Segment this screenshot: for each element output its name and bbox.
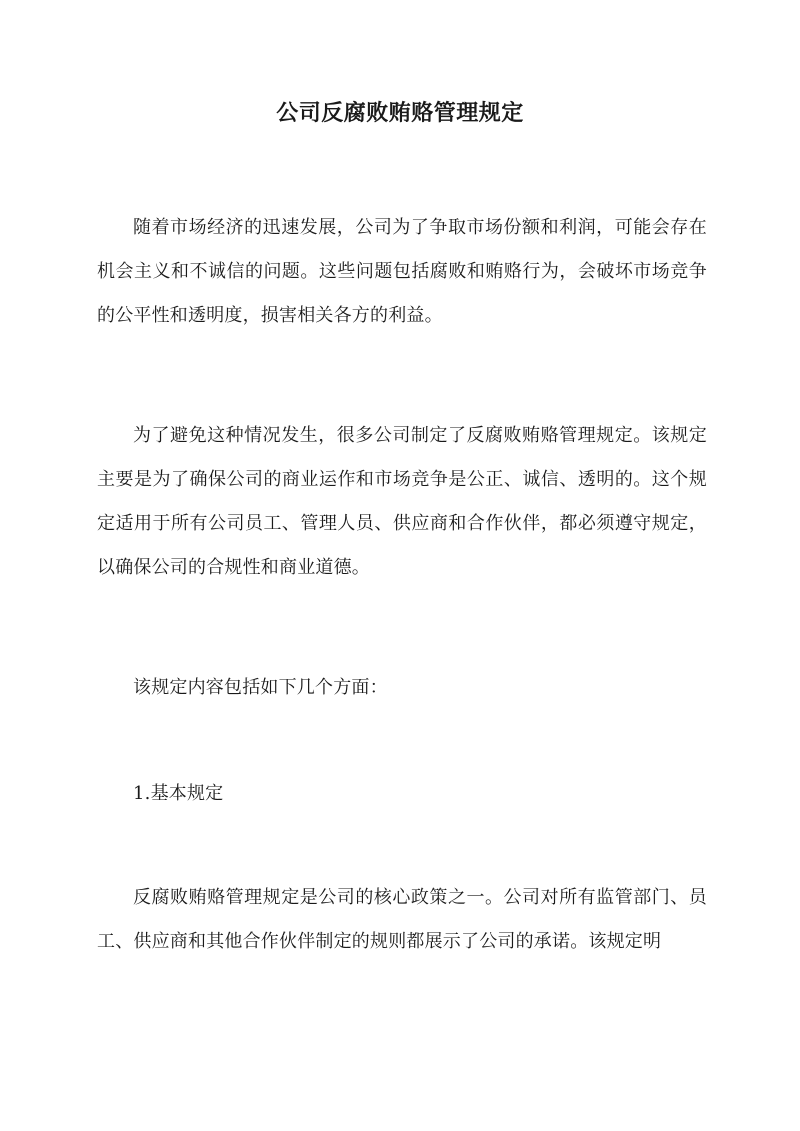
paragraph-contents-lead: 该规定内容包括如下几个方面： — [133, 677, 388, 698]
paragraph-basic-rules: 反腐败贿赂管理规定是公司的核心政策之一。公司对所有监管部门、员工、供应商和其他合作伙伴制定的规则都展示了公司的承诺。该规定明 — [97, 887, 707, 952]
section-heading-basic-rules: 1.基本规定 — [133, 783, 224, 804]
paragraph-intro: 随着市场经济的迅速发展，公司为了争取市场份额和利润，可能会存在机会主义和不诚信的问题。这些问题包括腐败和贿赂行为，会破坏市场竞争的公平性和透明度，损害相关各方的利益。 — [97, 217, 707, 326]
paragraph-purpose: 为了避免这种情况发生，很多公司制定了反腐败贿赂管理规定。该规定主要是为了确保公司的商业运作和市场竞争是公正、诚信、透明的。这个规定适用于所有公司员工、管理人员、供应商和合作伙伴，都必须遵守规定，以确保公司的合规性和商业道德。 — [97, 425, 707, 578]
document-title: 公司反腐败贿赂管理规定 — [276, 100, 524, 126]
